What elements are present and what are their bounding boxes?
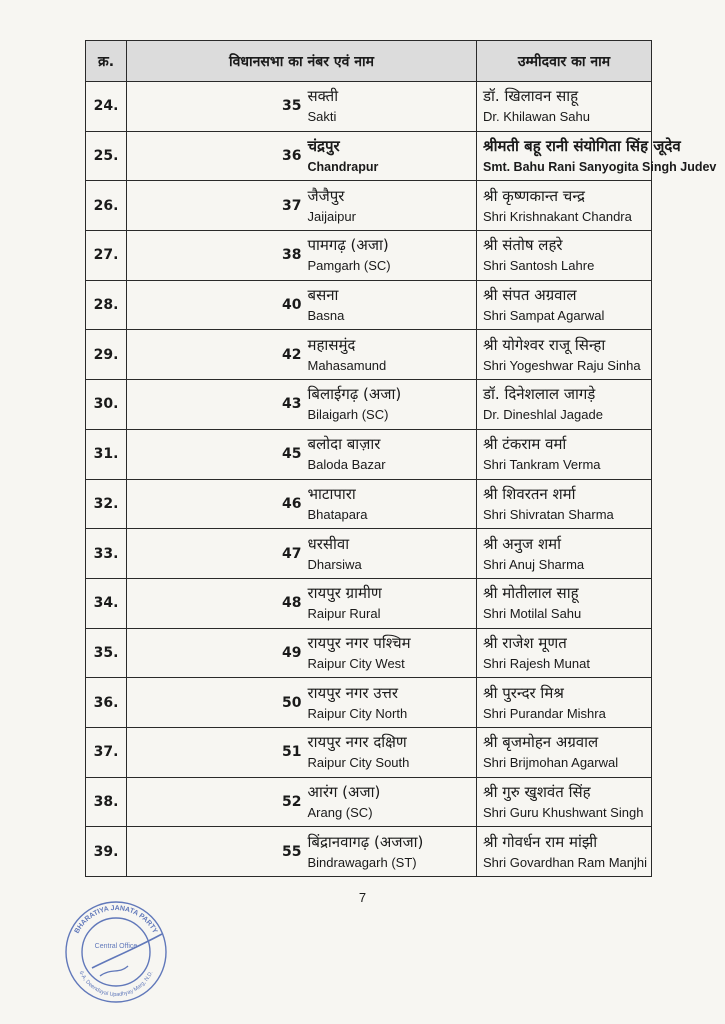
constituency-name [302,628,477,678]
candidate-name-english: Shri Purandar Mishra [483,705,606,721]
svg-text:6-A, Deendayal Upadhyay Marg,: 6-A, Deendayal Upadhyay Marg, N.D. [77,970,155,999]
candidate-name-english: Shri Yogeshwar Raju Sinha [483,357,641,373]
constituency-number: 51 [127,727,302,777]
candidate-name [477,578,652,628]
candidate-name-hindi: श्रीमती बहू रानी संयोगिता सिंह जूदेव [483,137,681,156]
serial-number: 31. [86,429,127,479]
party-seal-stamp [62,898,170,1006]
constituency-name-english: Bilaigarh (SC) [307,407,389,423]
constituency-name [302,678,477,728]
constituency-name-hindi: सक्ती [307,87,339,106]
constituency-name-english: Chandrapur [307,160,379,175]
candidate-name [477,727,652,777]
constituency-name-hindi: बिलाईगढ़ (अजा) [307,385,402,404]
svg-text:Central Office: Central Office [94,943,138,950]
constituency-name [302,380,477,430]
table-row [86,827,652,877]
serial-number: 38. [86,777,127,827]
table-row [86,82,652,132]
candidate-name [477,231,652,281]
constituency-name-english: Sakti [307,109,337,125]
constituency-name-hindi: बिंद्रानवागढ़ (अजजा) [307,832,424,851]
table-row [86,479,652,529]
constituency-name [302,727,477,777]
header-constituency: विधानसभा का नंबर एवं नाम [127,41,477,82]
serial-number: 28. [86,280,127,330]
serial-number: 24. [86,82,127,132]
table-row [86,727,652,777]
candidate-name [477,678,652,728]
candidate-name [477,380,652,430]
candidate-name-english: Shri Santosh Lahre [483,258,595,274]
constituency-name-english: Dharsiwa [307,556,362,572]
candidate-name-english: Dr. Dineshlal Jagade [483,407,603,423]
serial-number: 33. [86,529,127,579]
constituency-name-hindi: रायपुर ग्रामीण [307,584,382,603]
candidate-name-english: Shri Govardhan Ram Manjhi [483,854,648,870]
candidate-table [85,40,717,877]
constituency-name-hindi: चंद्रपुर [307,137,340,156]
constituency-name [302,231,477,281]
candidate-name-hindi: श्री कृष्णकान्त चन्द्र [483,186,585,205]
serial-number: 27. [86,231,127,281]
serial-number: 37. [86,727,127,777]
constituency-number: 55 [127,827,302,877]
candidate-name [477,479,652,529]
constituency-number: 38 [127,231,302,281]
candidate-name-hindi: श्री गोवर्धन राम मांझी [483,832,598,851]
candidate-name-english: Dr. Khilawan Sahu [483,109,590,125]
constituency-name [302,429,477,479]
serial-number: 29. [86,330,127,380]
header-candidate: उम्मीदवार का नाम [477,41,652,82]
constituency-number: 37 [127,181,302,231]
candidate-name-hindi: श्री अनुज शर्मा [483,534,562,553]
candidate-name-english: Shri Guru Khushwant Singh [483,804,644,820]
candidate-name-hindi: श्री योगेश्वर राजू सिन्हा [483,335,606,354]
candidate-name-english: Shri Sampat Agarwal [483,308,605,324]
constituency-name [302,827,477,877]
candidate-name [477,429,652,479]
constituency-name [302,280,477,330]
candidate-name-english: Shri Rajesh Munat [483,655,590,671]
constituency-name-english: Basna [307,308,345,324]
constituency-name-english: Raipur City North [307,705,408,721]
candidate-name-hindi: श्री संपत अग्रवाल [483,286,577,305]
constituency-name-english: Jaijaipur [307,208,356,224]
candidate-name-hindi: डॉ. खिलावन साहू [483,87,579,106]
constituency-number: 52 [127,777,302,827]
candidate-name [477,181,652,231]
table-row [86,777,652,827]
constituency-name-hindi: रायपुर नगर पश्चिम [307,633,411,652]
candidate-name-english: Shri Krishnakant Chandra [483,208,632,224]
constituency-name-english: Raipur City South [307,755,410,771]
table-row [86,628,652,678]
constituency-name-hindi: बसना [307,286,339,305]
candidate-name-hindi: श्री शिवरतन शर्मा [483,484,576,503]
table-row [86,131,652,181]
serial-number: 39. [86,827,127,877]
table-body [86,82,717,877]
constituency-name [302,181,477,231]
serial-number: 35. [86,628,127,678]
svg-text:BHARATIYA JANATA PARTY: BHARATIYA JANATA PARTY [73,904,159,935]
candidate-name-hindi: डॉ. दिनेशलाल जागड़े [483,385,596,404]
constituency-name-hindi: रायपुर नगर उत्तर [307,683,399,702]
constituency-name-english: Bhatapara [307,506,368,522]
candidate-name-english: Shri Motilal Sahu [483,606,582,622]
candidate-name-english: Shri Shivratan Sharma [483,506,614,522]
table-row [86,280,652,330]
constituency-name [302,479,477,529]
constituency-name [302,131,477,181]
constituency-name-english: Arang (SC) [307,804,373,820]
serial-number: 30. [86,380,127,430]
candidate-name [477,777,652,827]
table-header-row [86,41,652,82]
constituency-number: 43 [127,380,302,430]
serial-number: 32. [86,479,127,529]
constituency-number: 47 [127,529,302,579]
constituency-name-english: Raipur Rural [307,606,381,622]
candidate-name [477,280,652,330]
candidate-name-english: Shri Brijmohan Agarwal [483,755,619,771]
candidate-name-hindi: श्री बृजमोहन अग्रवाल [483,733,599,752]
constituency-name [302,529,477,579]
table-row [86,529,652,579]
constituency-name-hindi: धरसीवा [307,534,350,553]
candidate-name-hindi: श्री राजेश मूणत [483,633,567,652]
constituency-name-hindi: महासमुंद [307,335,356,354]
constituency-number: 40 [127,280,302,330]
constituency-name-english: Mahasamund [307,357,387,373]
constituency-number: 42 [127,330,302,380]
serial-number: 26. [86,181,127,231]
candidate-name-hindi: श्री पुरन्दर मिश्र [483,683,564,702]
constituency-number: 46 [127,479,302,529]
table-row [86,678,652,728]
candidate-name [477,330,652,380]
constituency-name-english: Raipur City West [307,655,405,671]
candidate-name-english: Shri Tankram Verma [483,457,601,473]
constituency-name-hindi: आरंग (अजा) [307,782,381,801]
constituency-name-hindi: पामगढ़ (अजा) [307,236,389,255]
candidate-name-hindi: श्री संतोष लहरे [483,236,563,255]
constituency-name [302,330,477,380]
constituency-name-hindi: रायपुर नगर दक्षिण [307,733,407,752]
constituency-name-english: Baloda Bazar [307,457,386,473]
serial-number: 25. [86,131,127,181]
constituency-name-hindi: भाटापारा [307,484,356,503]
candidate-name [477,131,717,181]
table-row [86,181,652,231]
candidate-name-english: Smt. Bahu Rani Sanyogita Singh Judev [483,160,717,175]
constituency-number: 50 [127,678,302,728]
constituency-number: 49 [127,628,302,678]
constituency-name-english: Bindrawagarh (ST) [307,854,417,870]
candidate-name [477,827,652,877]
table-row [86,231,652,281]
constituency-name [302,578,477,628]
constituency-number: 45 [127,429,302,479]
header-serial-no: क्र. [86,41,127,82]
candidate-name-hindi: श्री टंकराम वर्मा [483,435,567,454]
candidate-name-english: Shri Anuj Sharma [483,556,585,572]
candidate-name-hindi: श्री मोतीलाल साहू [483,584,579,603]
table-row [86,578,652,628]
candidate-name-hindi: श्री गुरु खुशवंत सिंह [483,782,591,801]
constituency-name [302,82,477,132]
constituency-name [302,777,477,827]
constituency-name-english: Pamgarh (SC) [307,258,391,274]
table-row [86,380,652,430]
candidate-name [477,82,652,132]
constituency-number: 48 [127,578,302,628]
table-row [86,330,652,380]
constituency-number: 35 [127,82,302,132]
table-row [86,429,652,479]
serial-number: 34. [86,578,127,628]
constituency-number: 36 [127,131,302,181]
serial-number: 36. [86,678,127,728]
constituency-name-hindi: जैजैपुर [307,186,345,205]
candidate-name [477,529,652,579]
page-number: 7 [358,890,367,905]
candidate-name [477,628,652,678]
constituency-name-hindi: बलोदा बाज़ार [307,435,381,454]
